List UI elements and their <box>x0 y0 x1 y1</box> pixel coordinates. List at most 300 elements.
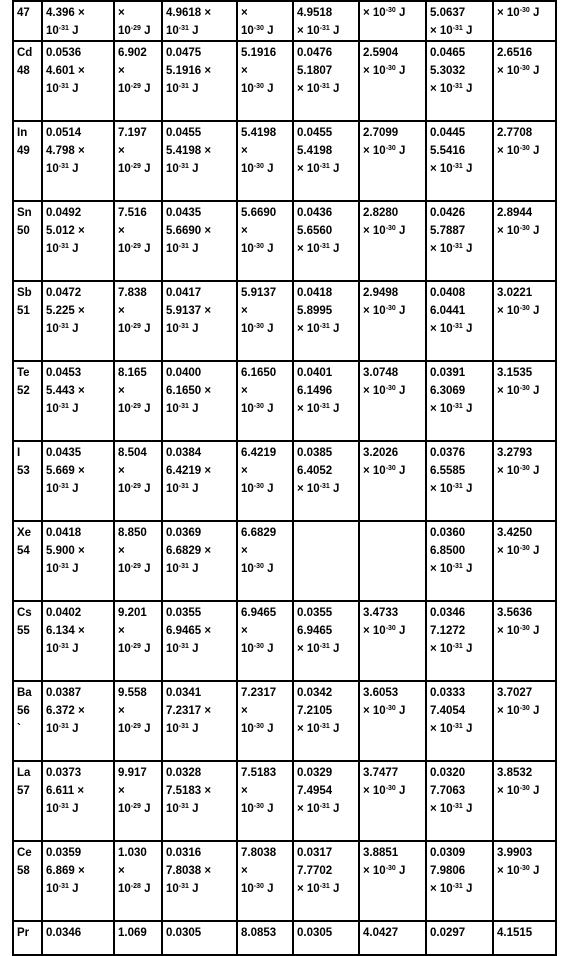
cell-line: × $10^{-30}$ J <box>497 385 540 397</box>
cell-line: × <box>241 225 248 237</box>
cell-line: 7.2317 <box>241 687 277 699</box>
exponent: -31 <box>178 563 189 570</box>
exponent: -30 <box>519 65 530 72</box>
cell-line: × $10^{-30}$ J <box>497 705 540 717</box>
table-cell <box>114 681 162 761</box>
exponent: -30 <box>385 305 396 312</box>
cell-line: $10^{-31}$ J <box>166 563 199 575</box>
cell-line: 0.0297 <box>430 927 466 939</box>
table-cell <box>42 361 114 441</box>
cell-line: 7.8038 × <box>166 865 212 877</box>
cell-line: $10^{-29}$ J <box>118 803 151 815</box>
table-cell <box>42 441 114 521</box>
exponent: -31 <box>58 163 69 170</box>
cell-line: 2.9498 <box>363 287 399 299</box>
cell-line: 7.8038 <box>241 847 277 859</box>
cell-line: 6.4219 × <box>166 465 212 477</box>
cell-line: × $10^{-30}$ J <box>363 625 406 637</box>
cell-line: × <box>241 625 248 637</box>
cell-line: 5.9137 <box>241 287 277 299</box>
cell-line: 8.165 <box>118 367 147 379</box>
exponent: -30 <box>385 65 396 72</box>
exponent: -29 <box>130 403 141 410</box>
cell-line: 0.0360 <box>430 527 466 539</box>
element-cell <box>13 521 42 601</box>
cell-line: 5.6690 × <box>166 225 212 237</box>
cell-line: × <box>118 7 125 19</box>
cell-line: Pr <box>17 927 30 939</box>
cell-line: 58 <box>17 865 30 877</box>
cell-line: 7.4054 <box>430 705 466 717</box>
cell-line: × <box>241 385 248 397</box>
exponent: -31 <box>319 323 330 330</box>
cell-line: 6.6829 <box>241 527 277 539</box>
exponent: -31 <box>452 323 463 330</box>
table-cell <box>293 521 359 601</box>
cell-line: × $10^{-30}$ J <box>363 225 406 237</box>
cell-line: 7.197 <box>118 127 147 139</box>
cell-line: $10^{-31}$ J <box>166 243 199 255</box>
exponent: -31 <box>58 883 69 890</box>
table-cell <box>42 521 114 601</box>
cell-line: 51 <box>17 305 30 317</box>
table-cell <box>42 121 114 201</box>
cell-line: × $10^{-30}$ J <box>363 865 406 877</box>
cell-line: $10^{-30}$ J <box>241 483 274 495</box>
table-cell <box>162 361 237 441</box>
cell-line: 4.9618 × <box>166 7 212 19</box>
cell-line: 0.0445 <box>430 127 466 139</box>
cell-line: 5.0637 <box>430 7 466 19</box>
cell-line: 5.8995 <box>297 305 333 317</box>
cell-line: 3.0748 <box>363 367 399 379</box>
cell-line: × $10^{-31}$ J <box>430 483 473 495</box>
table-row <box>13 761 556 841</box>
cell-line: × <box>118 465 125 477</box>
cell-line: 5.225 × <box>46 305 85 317</box>
cell-line: 6.4052 <box>297 465 333 477</box>
exponent: -30 <box>253 403 264 410</box>
cell-line: 5.4198 <box>297 145 333 157</box>
table-cell <box>493 201 556 281</box>
cell-line: × <box>241 305 248 317</box>
cell-line: 7.5183 <box>241 767 277 779</box>
cell-line: Ba <box>17 687 32 699</box>
cell-line: 8.0853 <box>241 927 277 939</box>
table-cell <box>493 281 556 361</box>
table-cell <box>162 841 237 921</box>
exponent: -29 <box>130 25 141 32</box>
table-cell <box>237 1 293 41</box>
table-cell <box>359 601 426 681</box>
table-cell <box>162 441 237 521</box>
cell-line: 7.1272 <box>430 625 466 637</box>
table-cell <box>42 841 114 921</box>
cell-line: × $10^{-31}$ J <box>430 643 473 655</box>
exponent: -31 <box>452 643 463 650</box>
exponent: -30 <box>253 883 264 890</box>
cell-line: $10^{-31}$ J <box>46 323 79 335</box>
exponent: -31 <box>58 483 69 490</box>
table-cell <box>237 921 293 955</box>
cell-line: $10^{-30}$ J <box>241 323 274 335</box>
cell-line: 6.3069 <box>430 385 466 397</box>
exponent: -29 <box>130 163 141 170</box>
cell-line: 9.201 <box>118 607 147 619</box>
exponent: -30 <box>519 465 530 472</box>
cell-line: 0.0387 <box>46 687 82 699</box>
exponent: -29 <box>130 243 141 250</box>
exponent: -31 <box>452 163 463 170</box>
exponent: -31 <box>178 403 189 410</box>
exponent: -30 <box>519 225 530 232</box>
cell-line: 5.012 × <box>46 225 85 237</box>
table-cell <box>359 521 426 601</box>
cell-line: 2.6516 <box>497 47 533 59</box>
exponent: -29 <box>130 323 141 330</box>
cell-line: × <box>118 305 125 317</box>
cell-line: 0.0455 <box>297 127 333 139</box>
cell-line: 0.0346 <box>430 607 466 619</box>
cell-line: × $10^{-31}$ J <box>430 323 473 335</box>
table-cell <box>359 761 426 841</box>
table-cell <box>426 281 493 361</box>
cell-line: × $10^{-31}$ J <box>297 83 340 95</box>
exponent: -30 <box>519 145 530 152</box>
exponent: -31 <box>178 723 189 730</box>
exponent: -31 <box>58 563 69 570</box>
cell-line: 0.0536 <box>46 47 82 59</box>
cell-line: $10^{-31}$ J <box>166 25 199 37</box>
cell-line: × <box>118 225 125 237</box>
cell-line: 0.0317 <box>297 847 333 859</box>
cell-line: 0.0391 <box>430 367 466 379</box>
table-cell <box>493 841 556 921</box>
exponent: -30 <box>519 785 530 792</box>
table-cell <box>359 441 426 521</box>
cell-line: 0.0373 <box>46 767 82 779</box>
cell-line: Sn <box>17 207 32 219</box>
exponent: -29 <box>130 83 141 90</box>
table-cell <box>293 121 359 201</box>
exponent: -31 <box>319 83 330 90</box>
table-row <box>13 121 556 201</box>
cell-line: × $10^{-31}$ J <box>297 25 340 37</box>
cell-line: 0.0492 <box>46 207 82 219</box>
cell-line: 3.2026 <box>363 447 399 459</box>
cell-line: × <box>241 865 248 877</box>
cell-line: 4.798 × <box>46 145 85 157</box>
table-cell <box>162 761 237 841</box>
cell-line: $10^{-31}$ J <box>166 803 199 815</box>
cell-line: 6.902 <box>118 47 147 59</box>
cell-line: 0.0472 <box>46 287 82 299</box>
cell-line: $10^{-29}$ J <box>118 403 151 415</box>
cell-line: ` <box>17 723 21 735</box>
exponent: -31 <box>319 25 330 32</box>
table-cell <box>293 921 359 955</box>
cell-line: Ce <box>17 847 32 859</box>
cell-line: 0.0465 <box>430 47 466 59</box>
cell-line: 0.0426 <box>430 207 466 219</box>
cell-line: Cs <box>17 607 32 619</box>
cell-line: 0.0402 <box>46 607 82 619</box>
cell-line: 4.0427 <box>363 927 399 939</box>
element-cell <box>13 921 42 955</box>
exponent: -30 <box>253 483 264 490</box>
cell-line: × <box>241 65 248 77</box>
cell-line: $10^{-29}$ J <box>118 163 151 175</box>
cell-line: 0.0369 <box>166 527 202 539</box>
cell-line: 7.516 <box>118 207 147 219</box>
cell-line: 5.1807 <box>297 65 333 77</box>
cell-line: 5.6690 <box>241 207 277 219</box>
cell-line: 4.1515 <box>497 927 533 939</box>
cell-line: 6.611 × <box>46 785 85 797</box>
cell-line: 5.5416 <box>430 145 466 157</box>
table-cell <box>293 201 359 281</box>
cell-line: 4.9518 <box>297 7 333 19</box>
exponent: -31 <box>319 163 330 170</box>
cell-line: $10^{-31}$ J <box>46 643 79 655</box>
exponent: -28 <box>130 883 141 890</box>
cell-line: × $10^{-31}$ J <box>430 25 473 37</box>
cell-line: × $10^{-30}$ J <box>497 545 540 557</box>
cell-line: 7.4954 <box>297 785 333 797</box>
cell-line: 0.0401 <box>297 367 333 379</box>
cell-line: 7.5183 × <box>166 785 212 797</box>
table-cell <box>162 201 237 281</box>
exponent: -31 <box>178 163 189 170</box>
cell-line: 0.0376 <box>430 447 466 459</box>
table-cell <box>359 201 426 281</box>
table-cell <box>426 521 493 601</box>
cell-line: × <box>118 705 125 717</box>
cell-line: Xe <box>17 527 32 539</box>
table-cell <box>114 121 162 201</box>
exponent: -31 <box>452 25 463 32</box>
cell-line: $10^{-31}$ J <box>166 83 199 95</box>
cell-line: 0.0408 <box>430 287 466 299</box>
table-cell <box>493 41 556 121</box>
exponent: -31 <box>319 243 330 250</box>
exponent: -30 <box>519 625 530 632</box>
cell-line: 0.0329 <box>297 767 333 779</box>
cell-line: × <box>118 625 125 637</box>
cell-line: 3.0221 <box>497 287 533 299</box>
cell-line: $10^{-31}$ J <box>46 243 79 255</box>
cell-line: 6.0441 <box>430 305 466 317</box>
cell-line: × <box>118 545 125 557</box>
cell-line: 5.900 × <box>46 545 85 557</box>
cell-line: $10^{-31}$ J <box>46 803 79 815</box>
cell-line: 0.0418 <box>297 287 333 299</box>
table-row <box>13 681 556 761</box>
exponent: -30 <box>385 785 396 792</box>
table-cell <box>493 361 556 441</box>
table-cell <box>426 601 493 681</box>
element-cell <box>13 41 42 121</box>
cell-line: × $10^{-31}$ J <box>297 883 340 895</box>
cell-line: 0.0305 <box>297 927 333 939</box>
cell-line: Te <box>17 367 30 379</box>
cell-line: 0.0455 <box>166 127 202 139</box>
exponent: -30 <box>253 323 264 330</box>
data-table <box>12 0 557 956</box>
cell-line: $10^{-31}$ J <box>166 883 199 895</box>
cell-line: $10^{-29}$ J <box>118 323 151 335</box>
table-cell <box>42 681 114 761</box>
cell-line: 6.9465 <box>297 625 333 637</box>
exponent: -30 <box>253 83 264 90</box>
cell-line: × $10^{-30}$ J <box>363 7 406 19</box>
table-cell <box>42 761 114 841</box>
cell-line: × $10^{-31}$ J <box>297 803 340 815</box>
table-cell <box>114 1 162 41</box>
table-cell <box>426 1 493 41</box>
cell-line: 6.372 × <box>46 705 85 717</box>
cell-line: 54 <box>17 545 30 557</box>
cell-line: $10^{-29}$ J <box>118 25 151 37</box>
element-cell <box>13 281 42 361</box>
table-row <box>13 841 556 921</box>
table-cell <box>293 681 359 761</box>
element-cell <box>13 121 42 201</box>
cell-line: $10^{-30}$ J <box>241 243 274 255</box>
table-cell <box>293 1 359 41</box>
cell-line: 5.1916 <box>241 47 277 59</box>
exponent: -30 <box>385 385 396 392</box>
exponent: -31 <box>319 403 330 410</box>
table-cell <box>162 601 237 681</box>
cell-line: 6.869 × <box>46 865 85 877</box>
table-cell <box>426 361 493 441</box>
cell-line: $10^{-31}$ J <box>46 723 79 735</box>
element-cell <box>13 201 42 281</box>
exponent: -30 <box>253 803 264 810</box>
exponent: -31 <box>452 403 463 410</box>
cell-line: La <box>17 767 31 779</box>
cell-line: × $10^{-31}$ J <box>430 883 473 895</box>
exponent: -31 <box>319 803 330 810</box>
cell-line: × $10^{-30}$ J <box>497 65 540 77</box>
cell-line: $10^{-30}$ J <box>241 403 274 415</box>
exponent: -30 <box>253 643 264 650</box>
cell-line: 1.030 <box>118 847 147 859</box>
cell-line: 5.7887 <box>430 225 466 237</box>
cell-line: 0.0309 <box>430 847 466 859</box>
cell-line: 0.0328 <box>166 767 202 779</box>
exponent: -29 <box>130 483 141 490</box>
cell-line: $10^{-31}$ J <box>46 483 79 495</box>
cell-line: 3.2793 <box>497 447 533 459</box>
cell-line: 5.6560 <box>297 225 333 237</box>
exponent: -31 <box>178 323 189 330</box>
table-cell <box>426 761 493 841</box>
cell-line: $10^{-31}$ J <box>46 25 79 37</box>
cell-line: 4.601 × <box>46 65 85 77</box>
cell-line: $10^{-28}$ J <box>118 883 151 895</box>
exponent: -31 <box>58 403 69 410</box>
exponent: -30 <box>519 7 530 14</box>
cell-line: $10^{-31}$ J <box>166 163 199 175</box>
cell-line: 0.0342 <box>297 687 333 699</box>
cell-line: × $10^{-31}$ J <box>297 323 340 335</box>
element-cell <box>13 601 42 681</box>
exponent: -29 <box>130 723 141 730</box>
cell-line: $10^{-31}$ J <box>46 883 79 895</box>
exponent: -31 <box>178 883 189 890</box>
exponent: -31 <box>178 25 189 32</box>
exponent: -30 <box>253 163 264 170</box>
cell-line: In <box>17 127 28 139</box>
table-cell <box>114 41 162 121</box>
exponent: -31 <box>452 483 463 490</box>
cell-line: × $10^{-30}$ J <box>497 225 540 237</box>
table-cell <box>359 681 426 761</box>
exponent: -30 <box>385 225 396 232</box>
cell-line: × $10^{-31}$ J <box>430 403 473 415</box>
table-cell <box>114 921 162 955</box>
cell-line: × $10^{-30}$ J <box>363 145 406 157</box>
exponent: -30 <box>519 305 530 312</box>
cell-line: × $10^{-31}$ J <box>297 483 340 495</box>
cell-line: × $10^{-31}$ J <box>297 643 340 655</box>
cell-line: × <box>241 465 248 477</box>
table-cell <box>293 841 359 921</box>
cell-line: × <box>241 7 248 19</box>
table-cell <box>426 41 493 121</box>
cell-line: 0.0384 <box>166 447 202 459</box>
cell-line: $10^{-31}$ J <box>46 83 79 95</box>
table-cell <box>359 121 426 201</box>
table-cell <box>114 841 162 921</box>
cell-line: 2.5904 <box>363 47 399 59</box>
cell-line: × $10^{-31}$ J <box>297 163 340 175</box>
cell-line: 6.5585 <box>430 465 466 477</box>
cell-line: 8.504 <box>118 447 147 459</box>
table-row <box>13 1 556 41</box>
exponent: -30 <box>253 243 264 250</box>
table-cell <box>114 201 162 281</box>
exponent: -31 <box>178 83 189 90</box>
table-cell <box>237 841 293 921</box>
table-cell <box>293 281 359 361</box>
exponent: -30 <box>519 705 530 712</box>
cell-line: 0.0476 <box>297 47 333 59</box>
exponent: -31 <box>58 723 69 730</box>
cell-line: 5.3032 <box>430 65 466 77</box>
cell-line: $10^{-31}$ J <box>166 723 199 735</box>
table-cell <box>114 521 162 601</box>
table-cell <box>293 761 359 841</box>
cell-line: 0.0417 <box>166 287 202 299</box>
cell-line: 0.0316 <box>166 847 202 859</box>
cell-line: 49 <box>17 145 30 157</box>
cell-line: 0.0418 <box>46 527 82 539</box>
cell-line: 0.0359 <box>46 847 82 859</box>
exponent: -31 <box>178 483 189 490</box>
cell-line: × $10^{-31}$ J <box>430 243 473 255</box>
table-cell <box>359 841 426 921</box>
cell-line: × $10^{-30}$ J <box>363 465 406 477</box>
element-cell <box>13 1 42 41</box>
table-row <box>13 201 556 281</box>
cell-line: × $10^{-30}$ J <box>497 145 540 157</box>
table-cell <box>237 41 293 121</box>
cell-line: 9.558 <box>118 687 147 699</box>
cell-line: 3.4733 <box>363 607 399 619</box>
